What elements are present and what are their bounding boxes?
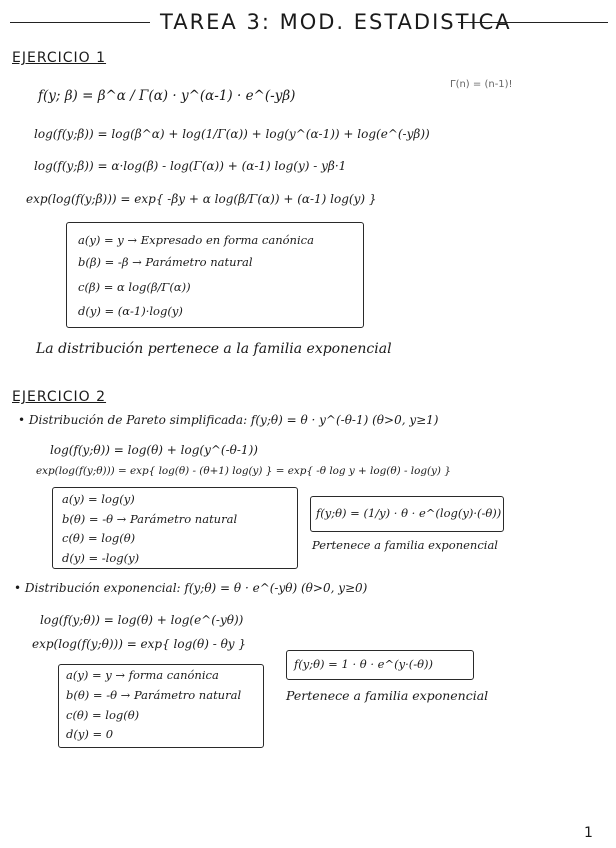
expo-log: log(f(y;θ)) = log(θ) + log(e^(-yθ)) (40, 613, 244, 627)
ej1-box-c: c(β) = α log(β/Γ(α)) (78, 280, 191, 294)
pareto-log: log(f(y;θ)) = log(θ) + log(y^(-θ-1)) (50, 443, 258, 457)
ej1-box-a: a(y) = y → Expresado en forma canónica (78, 233, 314, 247)
pareto-box-d: d(y) = -log(y) (62, 551, 140, 565)
pareto-exp: exp(log(f(y;θ))) = exp{ log(θ) - (θ+1) log(y) } = exp{ -θ log y + log(θ) - log(y) } (36, 465, 451, 477)
expo-box-d: d(y) = 0 (66, 727, 114, 741)
pareto-box-a: a(y) = log(y) (62, 492, 135, 506)
ej1-box-b: b(β) = -β → Parámetro natural (78, 255, 253, 269)
expo-box-b: b(θ) = -θ → Parámetro natural (66, 688, 242, 702)
pareto-box-c: c(θ) = log(θ) (62, 531, 136, 545)
page-number: 1 (584, 825, 593, 841)
gamma-note: Γ(n) = (n-1)! (450, 79, 513, 90)
expo-exp: exp(log(f(y;θ))) = exp{ log(θ) - θy } (32, 637, 247, 651)
ej1-log-simplified: log(f(y;β)) = α·log(β) - log(Γ(α)) + (α-1) log(y) - yβ·1 (34, 159, 347, 173)
expo-box-a: a(y) = y → forma canónica (66, 668, 219, 682)
pareto-result: f(y;θ) = (1/y) · θ · e^(log(y)·(-θ)) (316, 506, 502, 520)
pareto-box-b: b(θ) = -θ → Parámetro natural (62, 512, 238, 526)
ej1-box-d: d(y) = (α-1)·log(y) (78, 304, 183, 318)
ej1-exp-form: exp(log(f(y;β))) = exp{ -βy + α log(β/Γ(α)) + (α-1) log(y) } (26, 192, 377, 206)
title-right-rule (458, 22, 608, 23)
expo-belongs: Pertenece a familia exponencial (286, 688, 489, 703)
expo-box-c: c(θ) = log(θ) (66, 708, 140, 722)
ej1-log-expansion: log(f(y;β)) = log(β^α) + log(1/Γ(α)) + log(y^(α-1)) + log(e^(-yβ)) (34, 127, 430, 141)
pareto-belongs: Pertenece a familia exponencial (312, 538, 498, 552)
pareto-intro: • Distribución de Pareto simplificada: f(y;θ) = θ · y^(-θ-1) (θ>0, y≥1) (18, 413, 439, 427)
expo-result: f(y;θ) = 1 · θ · e^(y·(-θ)) (294, 657, 433, 671)
ej1-conclusion: La distribución pertenece a la familia exponencial (36, 341, 392, 357)
ej2-heading: EJERCICIO 2 (12, 389, 107, 405)
ej1-density: f(y; β) = β^α / Γ(α) · y^(α-1) · e^(-yβ) (38, 88, 296, 104)
ej1-heading: EJERCICIO 1 (12, 50, 107, 66)
expo-intro: • Distribución exponencial: f(y;θ) = θ · e^(-yθ) (θ>0, y≥0) (14, 581, 368, 595)
title-left-rule (10, 22, 150, 23)
page-title: TAREA 3: MOD. ESTADISTICA (160, 10, 512, 34)
